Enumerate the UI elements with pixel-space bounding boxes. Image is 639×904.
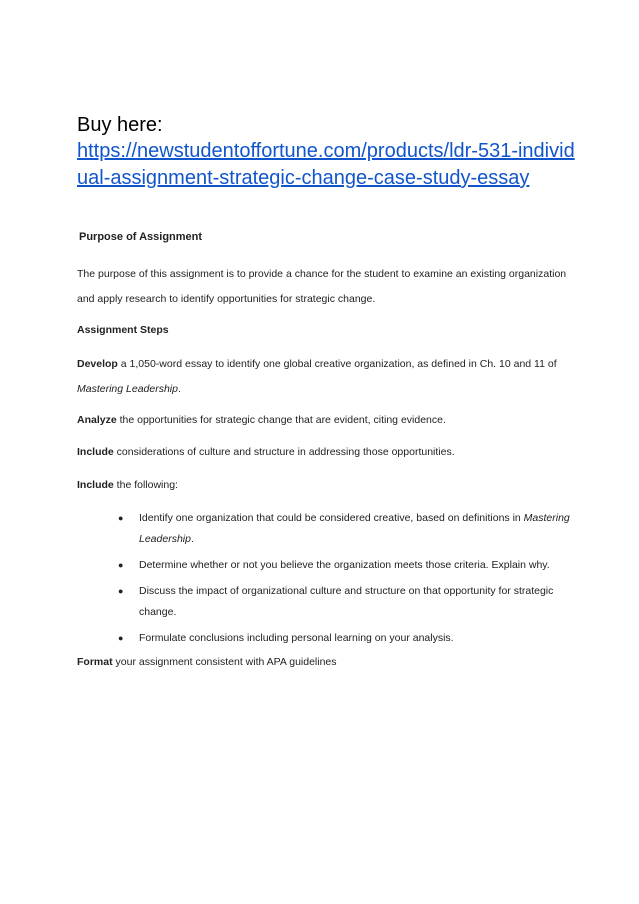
develop-text: a 1,050-word essay to identify one global creative organization, as defined in Ch. 10 and 11 of [117, 358, 557, 370]
analyze-bold: Analyze [77, 414, 117, 426]
list-item-line-1: Determine whether or not you believe the organization meets those criteria. Explain why. [139, 559, 550, 571]
purpose-paragraph-line-1: The purpose of this assignment is to provide a chance for the student to examine an existing organization [77, 268, 567, 280]
list-item-line-1: Formulate conclusions including personal learning on your analysis. [139, 632, 454, 644]
include-considerations-line [77, 442, 455, 463]
list-item-line-2 [139, 529, 577, 550]
assignment-steps-heading [77, 320, 169, 341]
list-item [77, 555, 577, 576]
list-item-italic: Mastering [523, 512, 570, 524]
product-link-line-2[interactable]: ual-assignment-strategic-change-case-study-essay [77, 167, 530, 189]
list-item-line-2: change. [139, 606, 177, 618]
bullet-icon: ● [118, 513, 124, 523]
format-bold: Format [77, 656, 113, 668]
format-text: your assignment consistent with APA guidelines [112, 656, 337, 668]
list-item-text: Identify one organization that could be considered creative, based on definitions in [139, 512, 524, 524]
develop-end: . [177, 383, 181, 395]
product-link[interactable] [77, 138, 577, 192]
include-following-line [77, 475, 178, 496]
list-item [77, 508, 577, 550]
bullet-icon: ● [118, 633, 124, 643]
list-item [77, 628, 577, 649]
list-item-line-1: Discuss the impact of organizational culture and structure on that opportunity for strategic [139, 585, 554, 597]
develop-bold: Develop [77, 358, 118, 370]
include-text-2: the following: [113, 479, 178, 491]
requirements-list [77, 508, 577, 654]
list-item [77, 581, 577, 623]
purpose-paragraph-line-2: and apply research to identify opportunities for strategic change. [77, 293, 376, 305]
develop-line-1 [77, 354, 557, 375]
format-line [77, 652, 337, 673]
assignment-steps-heading-text: Assignment Steps [77, 324, 169, 336]
bullet-icon: ● [118, 586, 124, 596]
list-item-italic: Leadership [139, 533, 191, 545]
develop-italic: Mastering Leadership [77, 383, 178, 395]
develop-line-2 [77, 379, 181, 400]
analyze-line [77, 410, 446, 431]
product-link-line-1[interactable]: https://newstudentoffortune.com/products/ldr-531-individ [77, 140, 575, 162]
include-bold-2: Include [77, 479, 114, 491]
include-bold-1: Include [77, 446, 114, 458]
bullet-icon: ● [118, 560, 124, 570]
include-text-1: considerations of culture and structure in addressing those opportunities. [113, 446, 455, 458]
purpose-heading: Purpose of Assignment [79, 231, 203, 243]
buy-here-label: Buy here: [77, 114, 163, 136]
analyze-text: the opportunities for strategic change that are evident, citing evidence. [116, 414, 446, 426]
list-item-line-1 [139, 508, 577, 529]
list-item-text: . [190, 533, 194, 545]
